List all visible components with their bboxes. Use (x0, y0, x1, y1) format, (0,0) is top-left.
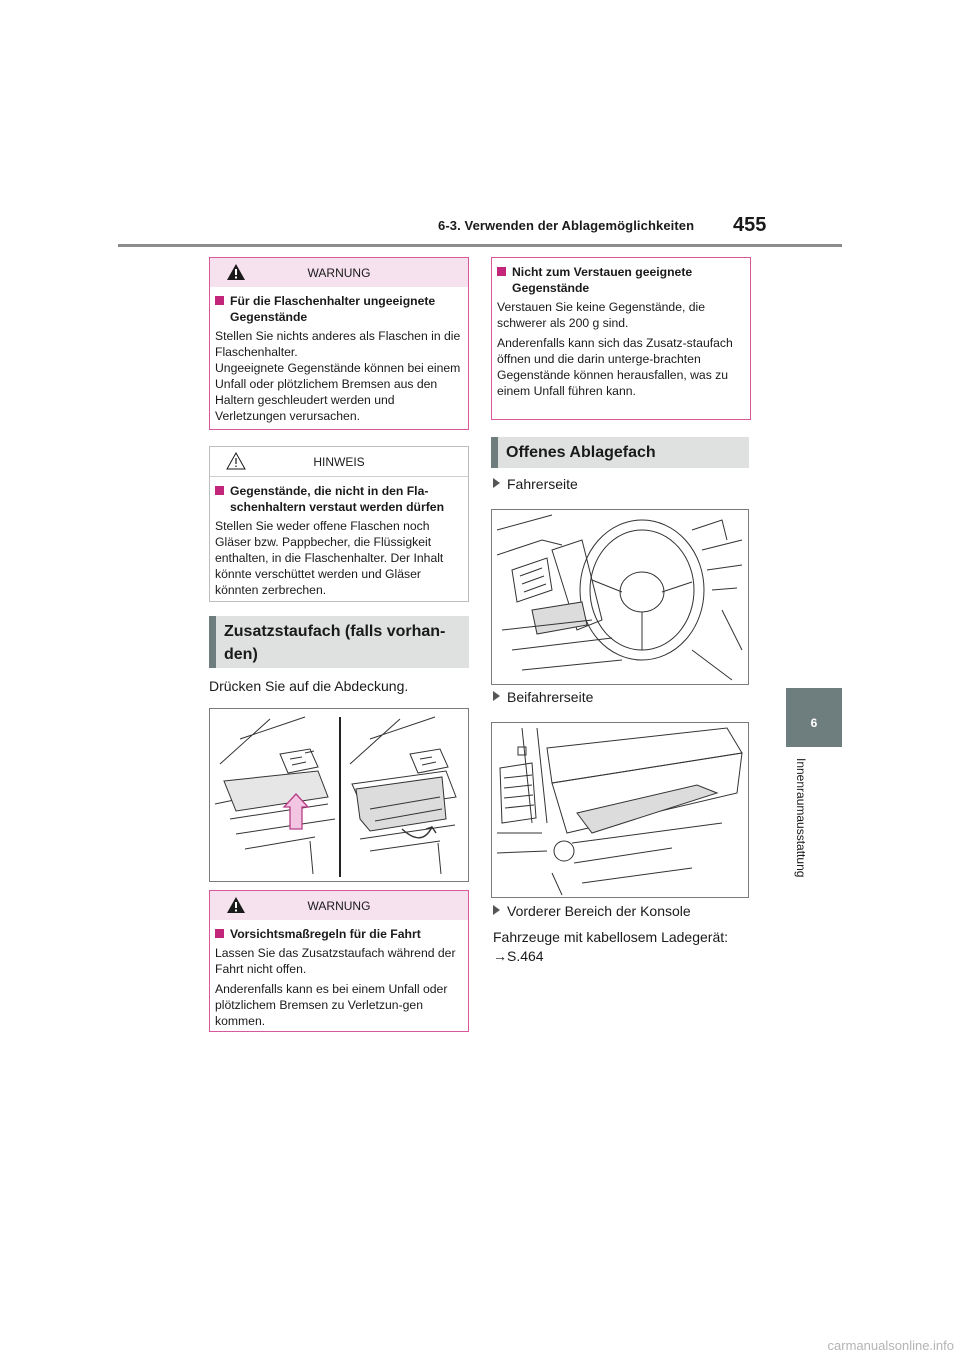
warning-text: Stellen Sie nichts anderes als Flaschen in die Flaschenhalter. Ungeeignete Gegenstände können bei einem Unfall oder plötzlichem Bremsen aus den Haltern geschleudert werden und Verletzungen verursachen. (215, 329, 461, 423)
bullet-triangle-icon (493, 905, 500, 915)
passenger-side-illustration (492, 723, 748, 897)
bullet-triangle-icon (493, 691, 500, 701)
warning-header (210, 891, 468, 920)
bullet-text: Vorderer Bereich der Konsole (507, 903, 691, 919)
aux-instruction: Drücken Sie auf die Abdeckung. (209, 678, 409, 694)
warning-box-unsuitable-items (491, 257, 751, 420)
warning-text: Lassen Sie das Zusatzstaufach während der Fahrt nicht offen. (215, 946, 456, 976)
chapter-label: Innenraumausstattung (794, 758, 808, 878)
chapter-number: 6 (810, 716, 818, 730)
bullet-square-icon (215, 296, 224, 305)
page-number: 455 (733, 214, 767, 236)
figure-aux-compartment (209, 708, 469, 882)
watermark: carmanualsonline.info (827, 1338, 954, 1353)
warning-label: WARNUNG (307, 899, 371, 913)
warning-label: WARNUNG (307, 266, 371, 280)
bullet-driver-side (493, 476, 578, 492)
header-rule (118, 244, 842, 247)
wireless-charger-text: Fahrzeuge mit kabellosem Ladegerät: (493, 929, 729, 945)
section-title: 6-3. Verwenden der Ablagemöglichkeiten (438, 218, 695, 233)
warning-box-driving (209, 890, 469, 1032)
figure-passenger-side (491, 722, 749, 898)
notice-box (209, 446, 469, 602)
warning-text: Anderenfalls kann sich das Zusatz-staufach öffnen und die darin unterge-brachten Gegenstände können herausfallen, was zu einem Unfall führen kann. (497, 336, 733, 398)
bullet-text: Beifahrerseite (507, 689, 594, 705)
bullet-passenger-side (493, 689, 593, 705)
driver-side-illustration (492, 510, 748, 684)
bullet-console-front (493, 903, 691, 919)
warning-text: Verstauen Sie keine Gegenstände, die schwerer als 200 g sind. (497, 300, 706, 330)
aux-compartment-illustration (210, 709, 468, 881)
notice-text: Stellen Sie weder offene Flaschen noch Gläser bzw. Pappbecher, die Flüssigkeit enthalten, in die Flaschenhalter. Der Inhalt könnte verschüttet werden und Gläser könnten zerbrechen. (215, 519, 444, 597)
warning-box-bottle-holder (209, 257, 469, 430)
warning-heading: Nicht zum Verstauen geeignete Gegenstände (512, 265, 693, 295)
warning-header (210, 258, 468, 287)
bullet-square-icon (497, 267, 506, 276)
bullet-text: Fahrerseite (507, 476, 578, 492)
warning-heading: Für die Flaschenhalter ungeeignete Gegenstände (230, 294, 436, 324)
bullet-triangle-icon (493, 478, 500, 488)
section-heading-open-tray: Offenes Ablagefach (491, 437, 749, 468)
bullet-square-icon (215, 486, 224, 495)
notice-heading: Gegenstände, die nicht in den Fla- schenhaltern verstaut werden dürfen (230, 484, 445, 514)
page-reference-link[interactable]: →S.464 (493, 948, 544, 964)
figure-driver-side (491, 509, 749, 685)
warning-text: Anderenfalls kann es bei einem Unfall oder plötzlichem Bremsen zu Verletzun-gen kommen. (215, 982, 448, 1028)
notice-label: HINWEIS (313, 455, 365, 469)
section-heading-aux-compartment: Zusatzstaufach (falls vorhan- den) (209, 616, 469, 668)
warning-heading: Vorsichtsmaßregeln für die Fahrt (230, 927, 421, 941)
notice-header (210, 447, 468, 477)
bullet-square-icon (215, 929, 224, 938)
